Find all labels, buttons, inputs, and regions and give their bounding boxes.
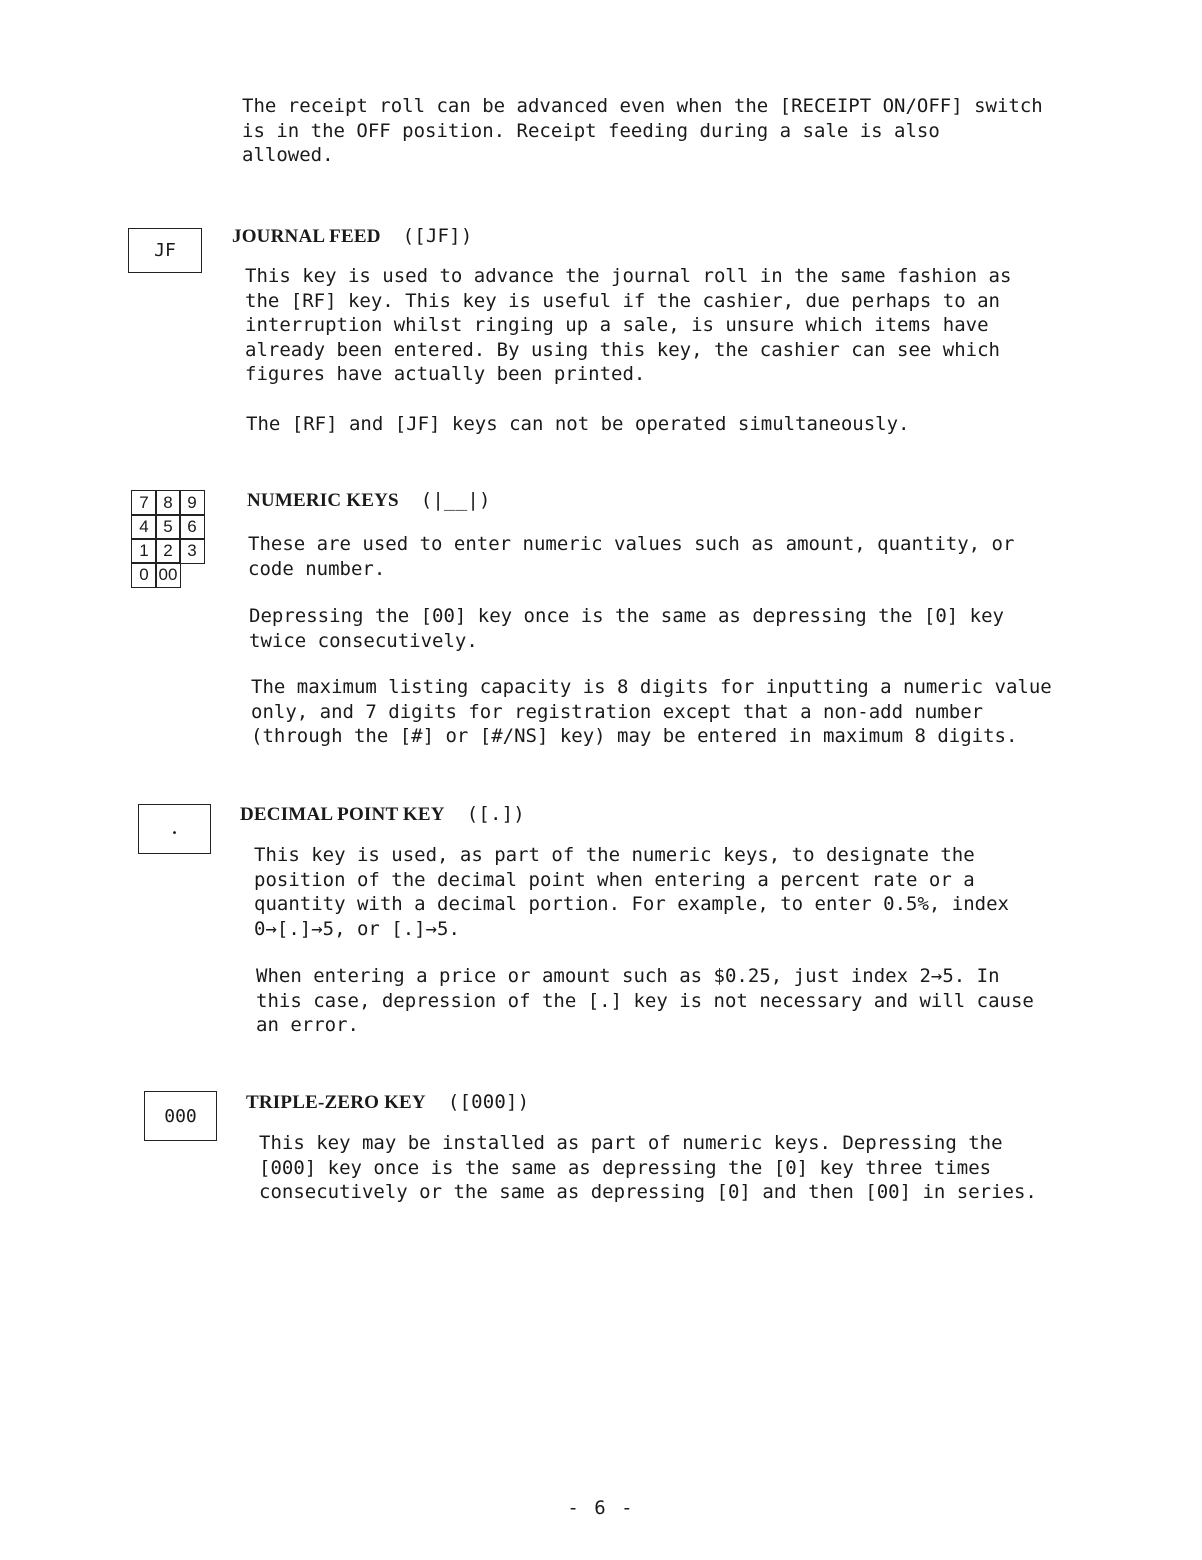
numeric-keys-paragraph-1: These are used to enter numeric values such as amount, quantity, or code number. — [248, 533, 1015, 580]
journal-feed-title: JOURNAL FEED — [232, 226, 381, 247]
intro-paragraph: The receipt roll can be advanced even when the [RECEIPT ON/OFF] switch is in the OFF position. Receipt feeding during a sale is also allowed. — [242, 95, 1043, 166]
keypad-blank — [179, 562, 204, 587]
keypad-key: 00 — [155, 562, 180, 587]
decimal-point-paragraph-2: When entering a price or amount such as $0.25, just index 2→5. In this case, depression of the [.] key is not necessary and will cause an error. — [256, 965, 1034, 1036]
decimal-point-key-icon: • — [138, 804, 211, 854]
keypad-key: 1 — [131, 538, 156, 563]
journal-feed-code: ([JF]) — [402, 225, 473, 247]
page-number: - 6 - — [567, 1497, 635, 1519]
keypad-key: 3 — [179, 538, 204, 563]
keypad-key: 8 — [155, 490, 180, 515]
keypad-key: 5 — [155, 514, 180, 539]
triple-zero-heading — [246, 1091, 529, 1114]
triple-zero-title: TRIPLE-ZERO KEY — [246, 1092, 426, 1113]
decimal-point-title: DECIMAL POINT KEY — [240, 804, 445, 825]
journal-feed-paragraph-2: The [RF] and [JF] keys can not be operated simultaneously. — [246, 413, 910, 435]
triple-zero-key-icon: 000 — [144, 1091, 217, 1141]
keypad-key: 7 — [131, 490, 156, 515]
decimal-point-heading — [240, 803, 525, 826]
journal-feed-paragraph-1: This key is used to advance the journal roll in the same fashion as the [RF] key. This key is useful if the cashier, due perhaps to an interruption whilst ringing up a sale, is unsure which items have already been entered. By using this key, the cashier can see which figures have actually been printed. — [245, 265, 1012, 385]
journal-feed-heading — [232, 225, 472, 248]
numeric-keys-paragraph-2: Depressing the [00] key once is the same as depressing the [0] key twice consecutively. — [249, 605, 1004, 652]
numeric-keys-code: (|__|) — [420, 489, 491, 511]
decimal-point-code: ([.]) — [466, 803, 525, 825]
numeric-keys-title: NUMERIC KEYS — [247, 490, 399, 511]
keypad-key: 0 — [131, 562, 156, 587]
keypad-key: 6 — [179, 514, 204, 539]
keypad-key: 2 — [155, 538, 180, 563]
keypad-key: 4 — [131, 514, 156, 539]
numeric-keypad-icon — [132, 491, 204, 587]
numeric-keys-paragraph-3: The maximum listing capacity is 8 digits for inputting a numeric value only, and 7 digits for registration except that a non-add number (through the [#] or [#/NS] key) may be entered in maximum 8 digits. — [251, 676, 1052, 747]
numeric-keys-heading — [247, 489, 491, 512]
decimal-point-paragraph-1: This key is used, as part of the numeric keys, to designate the position of the decimal point when entering a percent rate or a quantity with a decimal portion. For example, to enter 0.5%, index 0→[.]→5, or [.]→5. — [254, 844, 1009, 940]
jf-key-icon: JF — [128, 228, 202, 273]
keypad-key: 9 — [179, 490, 204, 515]
triple-zero-paragraph-1: This key may be installed as part of numeric keys. Depressing the [000] key once is the same as depressing the [0] key three times consecutively or the same as depressing [0] and then [00] in series. — [259, 1132, 1037, 1203]
triple-zero-code: ([000]) — [447, 1091, 530, 1113]
